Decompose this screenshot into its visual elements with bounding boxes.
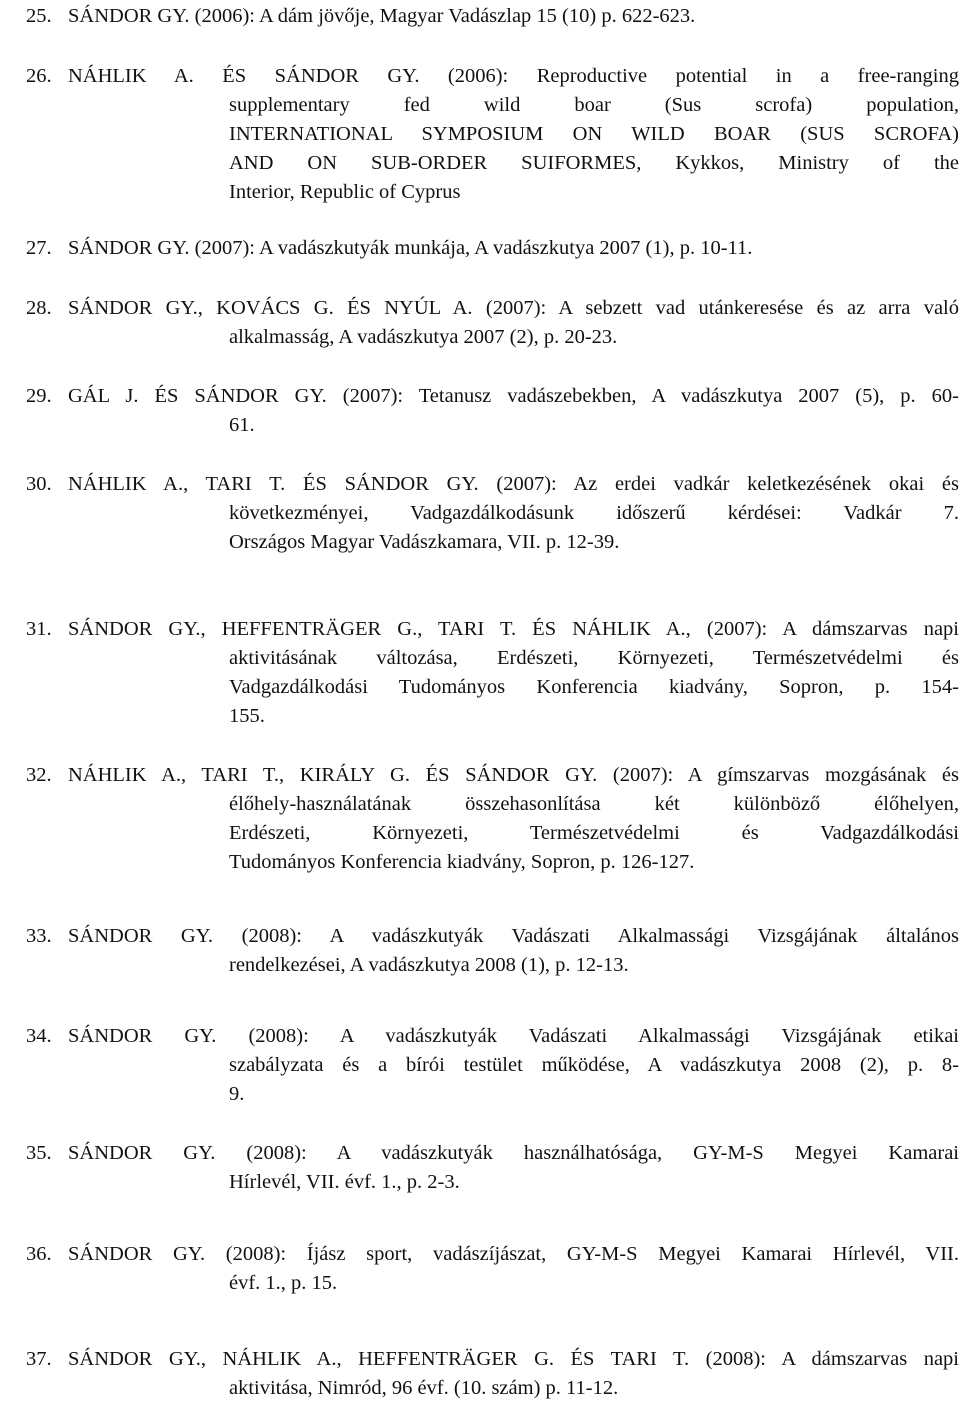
reference-number: 28. — [26, 297, 52, 319]
reference-first-line: SÁNDOR GY. (2008): A vadászkutyák Vadászati Alkalmassági Vizsgájának etikai — [68, 1025, 959, 1047]
reference-line: aktivitása, Nimród, 96 évf. (10. szám) p. 11-12. — [229, 1377, 619, 1399]
reference-line: alkalmasság, A vadászkutya 2007 (2), p. 20-23. — [229, 326, 618, 348]
reference-first-line: SÁNDOR GY. (2008): A vadászkutyák használhatósága, GY-M-S Megyei Kamarai — [68, 1142, 959, 1164]
reference-number: 26. — [26, 65, 52, 87]
reference-first-line: SÁNDOR GY. (2008): A vadászkutyák Vadászati Alkalmassági Vizsgájának általános — [68, 925, 959, 947]
reference-line: supplementary fed wild boar (Sus scrofa) population, — [229, 94, 959, 116]
reference-line: Interior, Republic of Cyprus — [229, 181, 461, 203]
reference-line: Hírlevél, VII. évf. 1., p. 2-3. — [229, 1171, 460, 1193]
reference-line: Tudományos Konferencia kiadvány, Sopron, p. 126-127. — [229, 851, 695, 873]
reference-line: következményei, Vadgazdálkodásunk időszerű kérdései: Vadkár 7. — [229, 502, 959, 524]
reference-line: INTERNATIONAL SYMPOSIUM ON WILD BOAR (SUS SCROFA) — [229, 123, 959, 145]
reference-number: 34. — [26, 1025, 52, 1047]
reference-line: AND ON SUB-ORDER SUIFORMES, Kykkos, Ministry of the — [229, 152, 959, 174]
reference-first-line: SÁNDOR GY., HEFFENTRÄGER G., TARI T. ÉS NÁHLIK A., (2007): A dámszarvas napi — [68, 618, 959, 640]
reference-first-line: NÁHLIK A., TARI T. ÉS SÁNDOR GY. (2007): Az erdei vadkár keletkezésének okai és — [68, 473, 959, 495]
reference-number: 33. — [26, 925, 52, 947]
reference-line: szabályzata és a bírói testület működése, A vadászkutya 2008 (2), p. 8- — [229, 1054, 959, 1076]
reference-line: 61. — [229, 414, 255, 436]
reference-number: 31. — [26, 618, 52, 640]
reference-first-line: NÁHLIK A., TARI T., KIRÁLY G. ÉS SÁNDOR GY. (2007): A gímszarvas mozgásának és — [68, 764, 959, 786]
reference-number: 25. — [26, 5, 52, 27]
reference-first-line: SÁNDOR GY., NÁHLIK A., HEFFENTRÄGER G. ÉS TARI T. (2008): A dámszarvas napi — [68, 1348, 959, 1370]
reference-line: aktivitásának változása, Erdészeti, Környezeti, Természetvédelmi és — [229, 647, 959, 669]
reference-number: 30. — [26, 473, 52, 495]
reference-first-line: GÁL J. ÉS SÁNDOR GY. (2007): Tetanusz vadászebekben, A vadászkutya 2007 (5), p. 60- — [68, 385, 959, 407]
reference-number: 37. — [26, 1348, 52, 1370]
reference-line: Vadgazdálkodási Tudományos Konferencia kiadvány, Sopron, p. 154- — [229, 676, 959, 698]
reference-first-line: SÁNDOR GY. (2008): Íjász sport, vadászíjászat, GY-M-S Megyei Kamarai Hírlevél, VII. — [68, 1243, 959, 1265]
reference-line: rendelkezései, A vadászkutya 2008 (1), p. 12-13. — [229, 954, 629, 976]
reference-first-line: SÁNDOR GY., KOVÁCS G. ÉS NYÚL A. (2007): A sebzett vad utánkeresése és az arra való — [68, 297, 959, 319]
reference-number: 27. — [26, 237, 52, 259]
reference-line: Országos Magyar Vadászkamara, VII. p. 12-39. — [229, 531, 620, 553]
reference-first-line: SÁNDOR GY. (2006): A dám jövője, Magyar Vadászlap 15 (10) p. 622-623. — [68, 5, 696, 27]
reference-line: élőhely-használatának összehasonlítása két különböző élőhelyen, — [229, 793, 959, 815]
reference-number: 35. — [26, 1142, 52, 1164]
reference-line: 155. — [229, 705, 265, 727]
reference-line: évf. 1., p. 15. — [229, 1272, 338, 1294]
reference-number: 36. — [26, 1243, 52, 1265]
reference-first-line: SÁNDOR GY. (2007): A vadászkutyák munkája, A vadászkutya 2007 (1), p. 10-11. — [68, 237, 753, 259]
reference-number: 32. — [26, 764, 52, 786]
reference-line: 9. — [229, 1083, 245, 1105]
reference-line: Erdészeti, Környezeti, Természetvédelmi és Vadgazdálkodási — [229, 822, 959, 844]
reference-number: 29. — [26, 385, 52, 407]
reference-first-line: NÁHLIK A. ÉS SÁNDOR GY. (2006): Reproductive potential in a free-ranging — [68, 65, 959, 87]
